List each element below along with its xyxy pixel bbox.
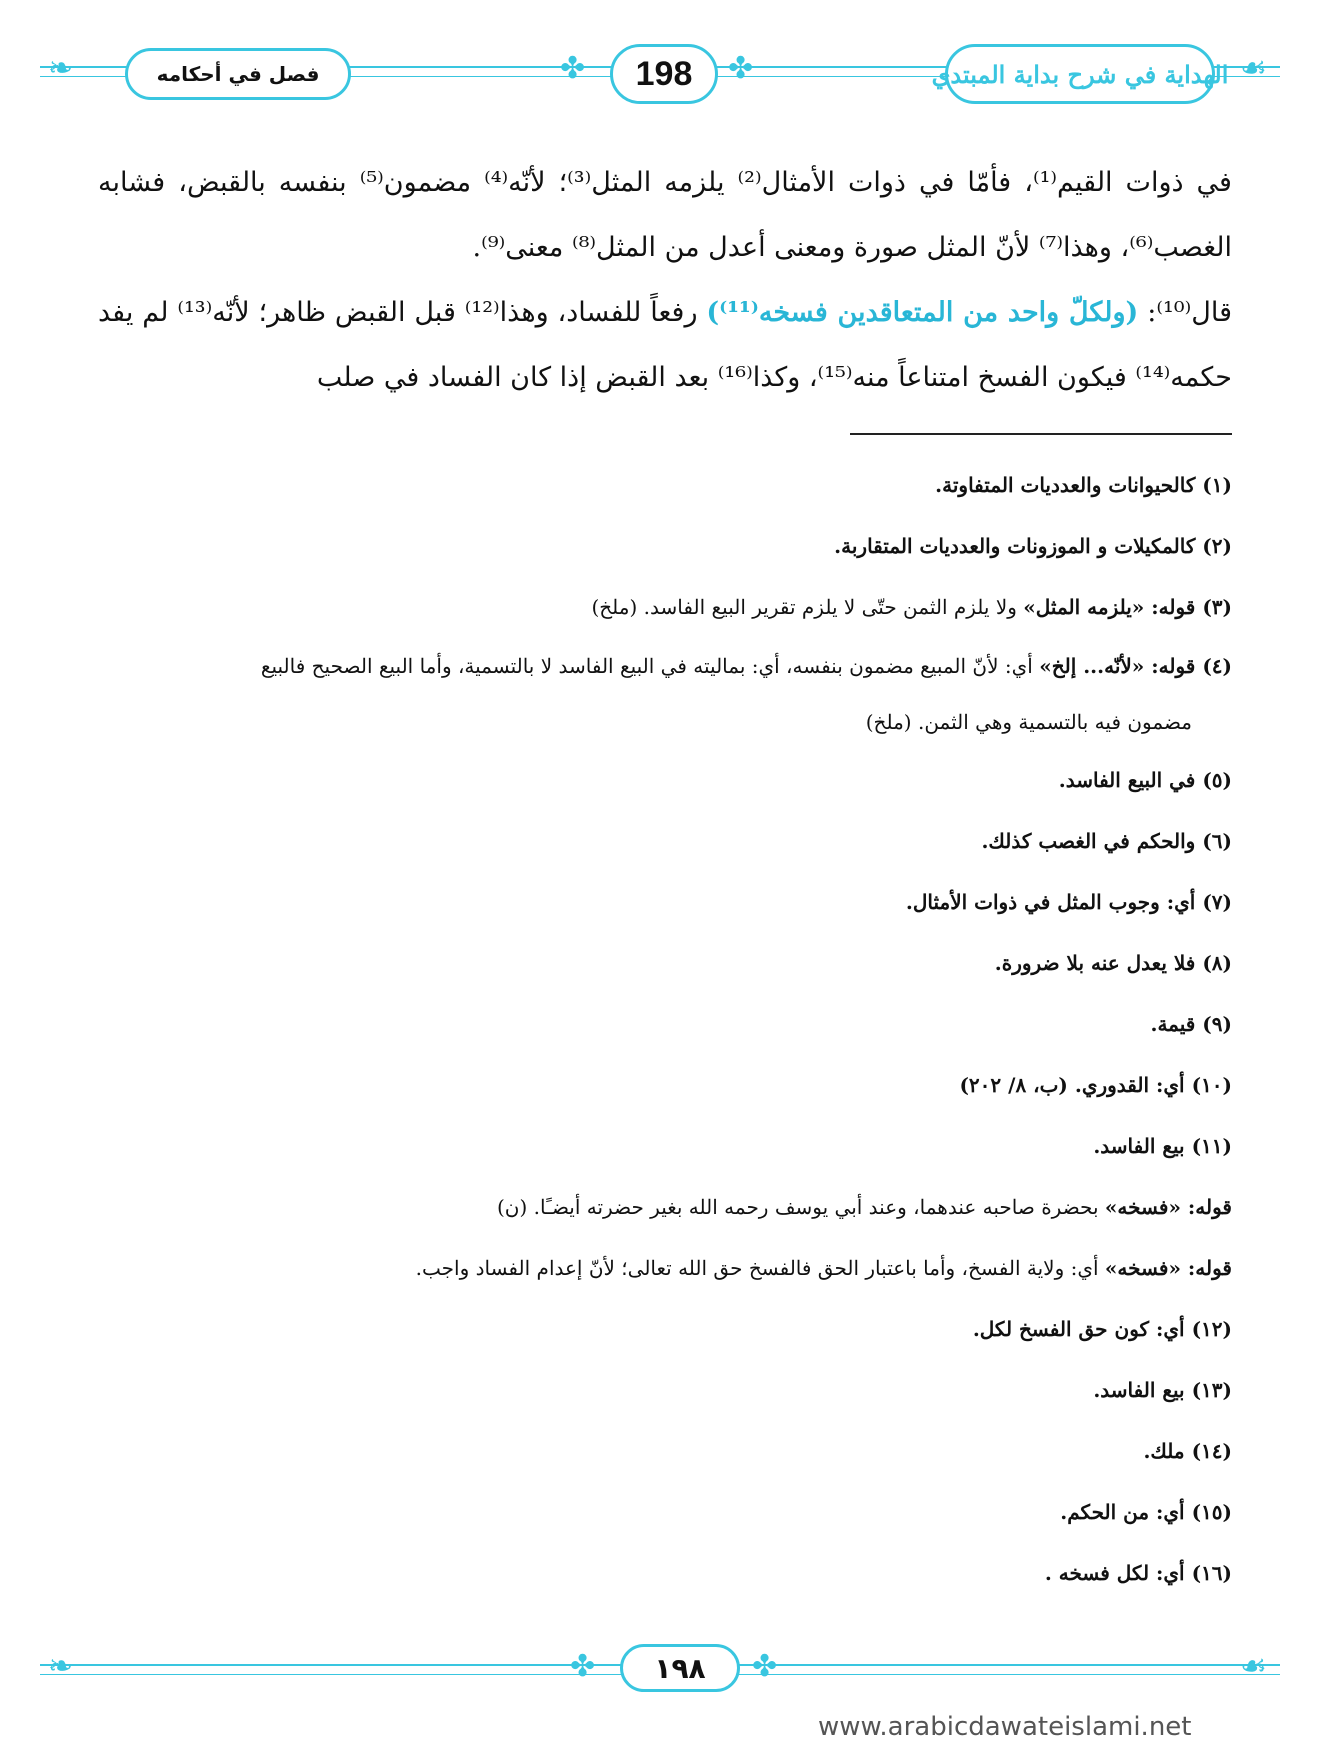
- gloss-2-prefix: قوله: «فسخه»: [1104, 1256, 1232, 1280]
- footnotes: [98, 455, 1232, 1604]
- footnote-2: (٢) كالمكيلات و الموزونات والعدديات المتقاربة.: [834, 534, 1232, 558]
- footnote-4: [98, 638, 1232, 750]
- ornament-icon: ☙: [1240, 51, 1267, 86]
- gloss-2-text: أي: ولاية الفسخ، وأما باعتبار الحق فالفسخ حق الله تعالى؛ لأنّ إعدام الفساد واجب.: [415, 1256, 1105, 1280]
- footer-page-number: ١٩٨: [654, 1651, 706, 1685]
- main-paragraph-1: في ذوات القيم⁽¹⁾، فأمّا في ذوات الأمثال⁽²⁾ يلزمه المثل⁽³⁾؛ لأنّه⁽⁴⁾ مضمون⁽⁵⁾ بنفسه بالقبض، فشابه الغصب⁽⁶⁾، وهذا⁽⁷⁾ لأنّ المثل صورة ومعنى أعدل من المثل⁽⁸⁾ معنى⁽⁹⁾.: [98, 167, 1232, 263]
- p2-rest: رفعاً للفساد، وهذا⁽¹²⁾ قبل القبض ظاهر؛ لأنّه⁽¹³⁾ لم يفد حكمه⁽¹⁴⁾ فيكون الفسخ امتناعاً منه⁽¹⁵⁾، وكذا⁽¹⁶⁾ بعد القبض إذا كان الفساد في صلب: [98, 297, 1232, 393]
- matn-quote: (ولكلّ واحد من المتعاقدين فسخه⁽¹¹⁾): [706, 297, 1139, 328]
- footnote-1: (١) كالحيوانات والعدديات المتفاوتة.: [935, 473, 1232, 497]
- ornament-icon: ❧: [48, 1649, 74, 1684]
- section-title: فصل في أحكامه: [156, 62, 320, 86]
- footnote-7: (٧) أي: وجوب المثل في ذوات الأمثال.: [905, 890, 1232, 914]
- ornament-icon: ☙: [1240, 1649, 1267, 1684]
- page-number-pill: [610, 44, 718, 104]
- gloss-1-text: بحضرة صاحبه عندهما، وعند أبي يوسف رحمه الله بغير حضرته أيضـًا. (ن): [496, 1195, 1105, 1219]
- main-text: [98, 150, 1232, 410]
- ornament-icon: ✤: [560, 51, 586, 86]
- footnote-4-continued: مضمون فيه بالتسمية وهي الثمن. (ملخ): [865, 710, 1192, 734]
- section-title-pill: [125, 48, 351, 100]
- ornament-icon: ✤: [752, 1649, 778, 1684]
- footnote-8: (٨) فلا يعدل عنه بلا ضرورة.: [994, 951, 1232, 975]
- footnote-4-text: أي: لأنّ المبيع مضمون بنفسه، أي: بماليته في البيع الفاسد لا بالتسمية، وأما البيع الصحيح فالبيع: [260, 654, 1040, 678]
- footnote-13: (١٣) بيع الفاسد.: [1093, 1378, 1232, 1402]
- footnote-15: (١٥) أي: من الحكم.: [1060, 1500, 1232, 1524]
- footnote-6: (٦) والحكم في الغصب كذلك.: [981, 829, 1232, 853]
- footnote-14: (١٤) ملك.: [1143, 1439, 1232, 1463]
- footnote-divider: [850, 433, 1232, 435]
- footnote-3: [98, 577, 1232, 638]
- website-watermark: www.arabicdawateislami.net: [818, 1712, 1192, 1742]
- ornament-icon: ✤: [728, 51, 754, 86]
- main-paragraph-2: [98, 280, 1232, 410]
- footnote-gloss-2: [98, 1238, 1232, 1299]
- footnote-16: (١٦) أي: لكل فسخه .: [1044, 1561, 1232, 1585]
- footer-page-pill: [620, 1644, 740, 1692]
- footnote-3-prefix: (٣) قوله: «يلزمه المثل»: [1023, 595, 1232, 619]
- footnote-gloss-1: [98, 1177, 1232, 1238]
- book-title-pill: [931, 44, 1229, 104]
- ornament-icon: ✤: [570, 1649, 596, 1684]
- page-number: 198: [635, 54, 693, 93]
- footnote-3-text: ولا يلزم الثمن حتّى لا يلزم تقرير البيع الفاسد. (ملخ): [591, 595, 1024, 619]
- qala: قال⁽¹⁰⁾:: [1138, 297, 1233, 328]
- footnote-4-prefix: (٤) قوله: «لأنّه... إلخ»: [1039, 654, 1232, 678]
- footnote-11: (١١) بيع الفاسد.: [1093, 1134, 1232, 1158]
- footnote-9: (٩) قيمة.: [1150, 1012, 1232, 1036]
- footnote-5: (٥) في البيع الفاسد.: [1058, 768, 1232, 792]
- ornament-icon: ❧: [48, 51, 74, 86]
- gloss-1-prefix: قوله: «فسخه»: [1104, 1195, 1232, 1219]
- footnote-12: (١٢) أي: كون حق الفسخ لكل.: [972, 1317, 1232, 1341]
- footnote-10: (١٠) أي: القدوري. (ب، ٨/ ٢٠٢): [959, 1073, 1232, 1097]
- book-title: الهداية في شرح بداية المبتدي: [931, 59, 1229, 89]
